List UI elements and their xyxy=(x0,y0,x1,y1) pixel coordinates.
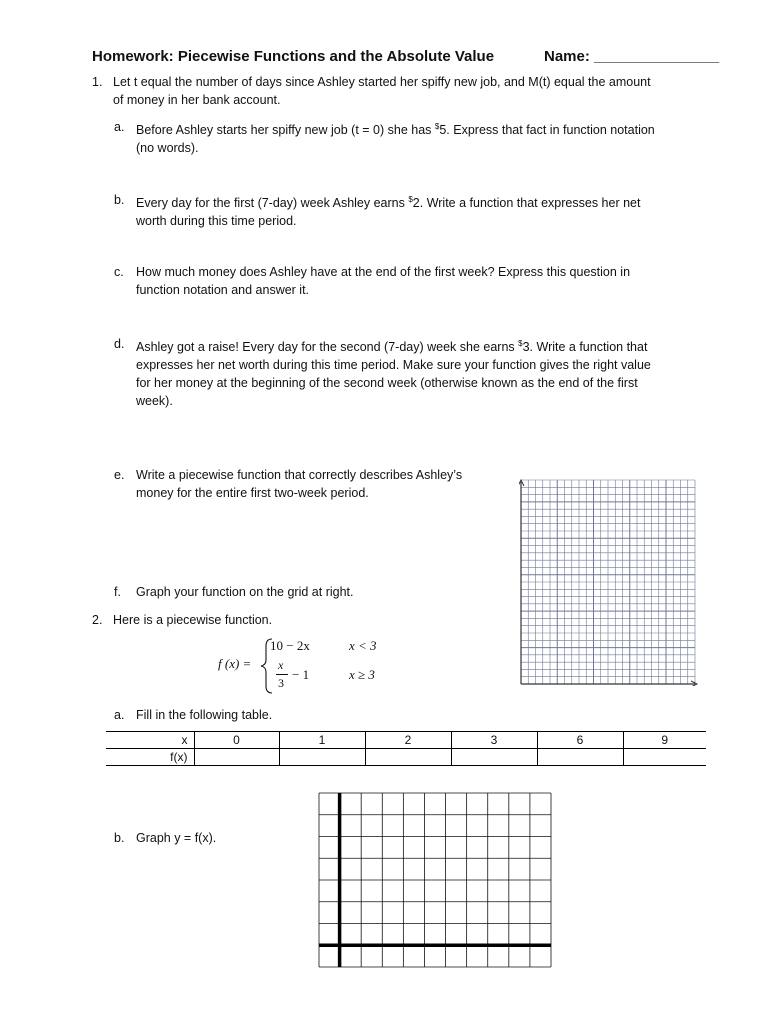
table-fx-cell[interactable] xyxy=(365,749,451,766)
q2a-label: a. xyxy=(114,708,125,722)
q2-grid-lines xyxy=(319,793,551,967)
piecewise-function xyxy=(218,636,418,696)
table-fx-cell[interactable] xyxy=(537,749,623,766)
page-title: Homework: Piecewise Functions and the Absolute Value xyxy=(92,48,495,65)
table-x-value: 2 xyxy=(365,732,451,749)
table-x-value: 6 xyxy=(537,732,623,749)
piece1-condition: x < 3 xyxy=(349,638,377,653)
q1d-text xyxy=(136,335,651,410)
table-x-value: 9 xyxy=(623,732,706,749)
q1d-label: d. xyxy=(114,337,125,351)
q1e-label: e. xyxy=(114,468,125,482)
q1b-line1: Every day for the first (7-day) week Ashley earns $2. Write a function that expresses her net xyxy=(136,195,641,210)
q2b-label: b. xyxy=(114,831,125,845)
piece2-rest: − 1 xyxy=(292,667,310,682)
q1b-text xyxy=(136,191,640,230)
table-fx-cell[interactable] xyxy=(451,749,537,766)
q1e-line1: Write a piecewise function that correctly describes Ashley’s xyxy=(136,468,463,482)
table-fx-cell[interactable] xyxy=(279,749,365,766)
table-row-x xyxy=(106,732,706,749)
q1-number: 1. xyxy=(92,75,103,89)
q1-graph-grid[interactable] xyxy=(519,476,699,686)
q2a-text: Fill in the following table. xyxy=(136,708,273,722)
piece2-numerator: x xyxy=(278,658,284,672)
q1-intro-line1: Let t equal the number of days since Ashley started her spiffy new job, and M(t) equal the amount xyxy=(113,75,651,89)
table-header-x: x xyxy=(106,732,194,749)
q1e-text xyxy=(136,466,462,502)
q1a-text xyxy=(136,118,655,157)
piece2-condition: x ≥ 3 xyxy=(349,667,375,682)
q1f-text: Graph your function on the grid at right. xyxy=(136,585,354,599)
fraction-bar xyxy=(276,674,288,675)
table-fx-cell[interactable] xyxy=(623,749,706,766)
table-fx-cell[interactable] xyxy=(194,749,279,766)
q1d-line1: Ashley got a raise! Every day for the second (7-day) week she earns $3. Write a function that xyxy=(136,339,648,354)
q1c-text xyxy=(136,263,630,299)
table-header-fx: f(x) xyxy=(106,749,194,766)
q1c-label: c. xyxy=(114,265,124,279)
q1f-label: f. xyxy=(114,585,121,599)
q1a-line2: (no words). xyxy=(136,141,199,155)
q1c-line2: function notation and answer it. xyxy=(136,283,310,297)
table-x-value: 1 xyxy=(279,732,365,749)
table-x-value: 0 xyxy=(194,732,279,749)
q2b-text: Graph y = f(x). xyxy=(136,831,217,845)
piece2-denominator: 3 xyxy=(278,676,284,690)
q1d-line4: week). xyxy=(136,394,173,408)
q1d-line2: expresses her net worth during this time period. Make sure your function gives the right value xyxy=(136,358,651,372)
q1e-line2: money for the entire first two-week period. xyxy=(136,486,369,500)
table-row-fx xyxy=(106,749,706,766)
name-field-label: Name: _______________ xyxy=(544,48,720,65)
q1b-line2: worth during this time period. xyxy=(136,214,297,228)
q2-number: 2. xyxy=(92,613,103,627)
q1-grid-lines xyxy=(521,480,695,684)
q1b-label: b. xyxy=(114,193,125,207)
q2-intro: Here is a piecewise function. xyxy=(113,613,273,627)
piece1-expression: 10 − 2x xyxy=(270,638,310,653)
q1-intro xyxy=(113,73,651,109)
function-table xyxy=(106,731,706,766)
table-x-value: 3 xyxy=(451,732,537,749)
q1c-line1: How much money does Ashley have at the end of the first week? Express this question in xyxy=(136,265,631,279)
q1a-label: a. xyxy=(114,120,125,134)
function-lhs: f (x) = xyxy=(218,656,252,671)
q1d-line3: for her money at the beginning of the second week (otherwise known as the end of the first xyxy=(136,376,638,390)
q1a-line1: Before Ashley starts her spiffy new job (t = 0) she has $5. Express that fact in function notation xyxy=(136,122,655,137)
q1-intro-line2: of money in her bank account. xyxy=(113,93,281,107)
q2-graph-grid[interactable] xyxy=(318,792,552,968)
